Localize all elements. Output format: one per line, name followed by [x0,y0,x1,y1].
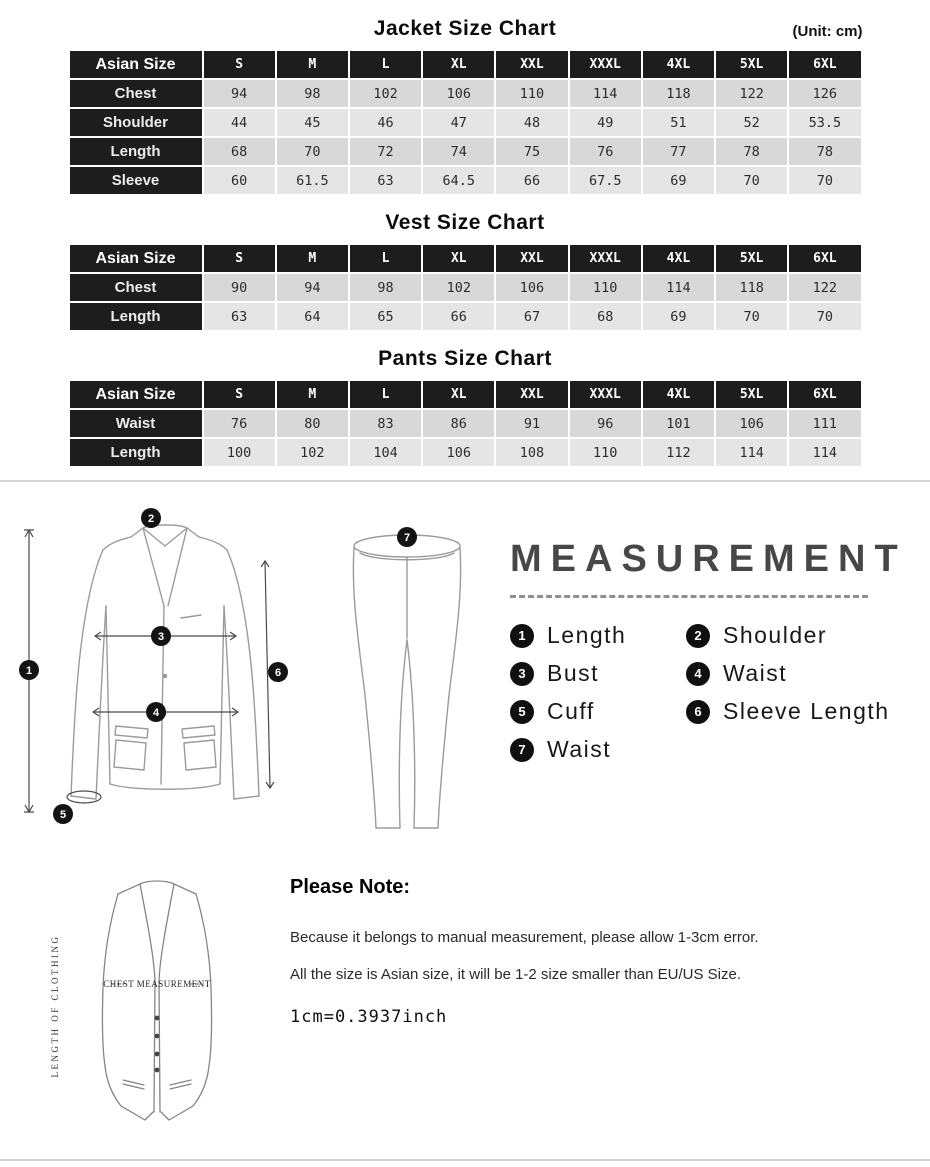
size-column-header: M [277,245,348,272]
legend-item-4 [686,660,907,687]
size-value-cell: 45 [277,109,348,136]
size-column-header: L [350,381,421,408]
size-chart-block-2 [0,344,930,468]
legend-number-badge: 4 [686,662,710,686]
size-value-cell: 78 [789,138,860,165]
legend-label: Waist [547,736,612,762]
jacket-measurement-diagram [15,506,300,828]
size-value-cell: 110 [570,439,641,466]
legend-label: Sleeve Length [723,698,890,724]
size-value-cell: 69 [643,167,714,194]
size-column-header: S [204,381,275,408]
size-value-cell: 65 [350,303,421,330]
marker-number: 2 [147,513,155,525]
size-value-cell: 72 [350,138,421,165]
measure-marker-4 [146,702,166,722]
legend-item-6 [686,698,907,725]
legend-number-badge: 7 [510,738,534,762]
size-value-cell: 70 [789,167,860,194]
legend-item-5 [510,698,686,725]
size-value-cell: 53.5 [789,109,860,136]
size-column-header: S [204,51,275,78]
size-value-cell: 52 [716,109,787,136]
legend-label: Cuff [547,698,595,724]
note-panel [290,866,759,1027]
size-value-cell: 122 [716,80,787,107]
size-column-header: XXXL [570,51,641,78]
size-column-header: 5XL [716,381,787,408]
measure-marker-6 [268,662,288,682]
size-value-cell: 106 [496,274,567,301]
size-value-cell: 114 [789,439,860,466]
row-label: Length [70,303,202,330]
unit-note: (Unit: cm) [792,23,863,40]
size-value-cell: 70 [789,303,860,330]
size-table-head-row [70,51,861,78]
size-column-header: 5XL [716,51,787,78]
size-value-cell: 102 [350,80,421,107]
size-value-cell: 51 [643,109,714,136]
unit-conversion: 1cm=0.3937inch [290,1007,448,1027]
section-divider [0,480,930,482]
size-value-cell: 49 [570,109,641,136]
size-value-cell: 102 [423,274,494,301]
size-table-head-row [70,245,861,272]
size-table [68,243,863,332]
size-value-cell: 106 [423,80,494,107]
measurement-panel [510,506,907,763]
size-value-cell: 108 [496,439,567,466]
asian-size-header: Asian Size [70,51,202,78]
asian-size-header: Asian Size [70,245,202,272]
size-data-row [70,274,861,301]
size-value-cell: 74 [423,138,494,165]
size-value-cell: 70 [716,303,787,330]
size-value-cell: 60 [204,167,275,194]
size-column-header: M [277,51,348,78]
size-value-cell: 101 [643,410,714,437]
marker-number: 5 [59,809,67,821]
size-column-header: XXXL [570,245,641,272]
size-column-header: S [204,245,275,272]
size-value-cell: 76 [204,410,275,437]
chart-title-row [68,208,863,238]
size-table [68,379,863,468]
size-value-cell: 46 [350,109,421,136]
bottom-divider [0,1159,930,1161]
size-value-cell: 64.5 [423,167,494,194]
measure-marker-2 [141,508,161,528]
measurement-section [0,506,930,840]
size-value-cell: 61.5 [277,167,348,194]
size-value-cell: 68 [570,303,641,330]
jacket-outline [71,525,259,799]
size-column-header: L [350,51,421,78]
size-value-cell: 118 [716,274,787,301]
size-value-cell: 114 [643,274,714,301]
size-value-cell: 106 [716,410,787,437]
marker-number: 4 [152,707,160,719]
size-column-header: 6XL [789,381,860,408]
size-column-header: XXL [496,51,567,78]
size-value-cell: 111 [789,410,860,437]
size-value-cell: 104 [350,439,421,466]
size-value-cell: 70 [716,167,787,194]
size-value-cell: 63 [204,303,275,330]
vest-measurement-diagram [28,866,278,1141]
size-value-cell: 126 [789,80,860,107]
size-column-header: XXL [496,245,567,272]
size-value-cell: 110 [496,80,567,107]
size-table [68,49,863,196]
chart-title-row [68,14,863,44]
legend-number-badge: 6 [686,700,710,724]
size-column-header: 5XL [716,245,787,272]
size-value-cell: 114 [716,439,787,466]
size-column-header: 4XL [643,381,714,408]
size-value-cell: 66 [423,303,494,330]
size-value-cell: 114 [570,80,641,107]
size-data-row [70,439,861,466]
size-data-row [70,138,861,165]
row-label: Sleeve [70,167,202,194]
size-value-cell: 94 [204,80,275,107]
size-column-header: XXL [496,381,567,408]
size-value-cell: 68 [204,138,275,165]
size-value-cell: 67 [496,303,567,330]
asian-size-header: Asian Size [70,381,202,408]
size-column-header: L [350,245,421,272]
row-label: Shoulder [70,109,202,136]
size-data-row [70,80,861,107]
size-value-cell: 48 [496,109,567,136]
chart-title: Pants Size Chart [378,347,552,370]
legend-number-badge: 3 [510,662,534,686]
marker-number: 6 [274,667,282,679]
size-chart-block-0 [0,14,930,196]
size-value-cell: 63 [350,167,421,194]
row-label: Chest [70,80,202,107]
legend-item-3 [510,660,686,687]
size-value-cell: 122 [789,274,860,301]
size-tables [0,0,930,468]
size-column-header: 4XL [643,51,714,78]
marker-number: 1 [25,665,33,677]
legend-label: Shoulder [723,622,828,648]
size-column-header: XXXL [570,381,641,408]
legend-label: Waist [723,660,788,686]
legend-label: Length [547,622,627,648]
size-value-cell: 112 [643,439,714,466]
size-value-cell: 106 [423,439,494,466]
size-value-cell: 78 [716,138,787,165]
marker-number: 3 [157,631,165,643]
size-value-cell: 118 [643,80,714,107]
size-value-cell: 70 [277,138,348,165]
size-column-header: XL [423,381,494,408]
measure-marker-7 [397,527,417,547]
chart-title: Vest Size Chart [385,211,545,234]
size-data-row [70,109,861,136]
size-value-cell: 91 [496,410,567,437]
legend-number-badge: 2 [686,624,710,648]
chart-title-row [68,344,863,374]
size-value-cell: 94 [277,274,348,301]
size-data-row [70,410,861,437]
size-value-cell: 64 [277,303,348,330]
pants-measurement-diagram [320,520,495,840]
size-value-cell: 102 [277,439,348,466]
note-title: Please Note: [290,876,411,898]
size-value-cell: 100 [204,439,275,466]
chart-title: Jacket Size Chart [373,17,557,40]
size-value-cell: 98 [277,80,348,107]
size-value-cell: 98 [350,274,421,301]
size-data-row [70,167,861,194]
legend-number-badge: 5 [510,700,534,724]
measure-marker-1 [19,660,39,680]
measurement-legend [510,622,907,763]
size-value-cell: 77 [643,138,714,165]
size-value-cell: 83 [350,410,421,437]
note-section [0,866,930,1141]
measure-marker-3 [151,626,171,646]
size-value-cell: 66 [496,167,567,194]
size-chart-block-1 [0,208,930,332]
row-label: Waist [70,410,202,437]
row-label: Length [70,439,202,466]
size-table-head-row [70,381,861,408]
size-value-cell: 96 [570,410,641,437]
size-value-cell: 47 [423,109,494,136]
size-column-header: 6XL [789,245,860,272]
size-column-header: XL [423,51,494,78]
row-label: Length [70,138,202,165]
size-value-cell: 86 [423,410,494,437]
measure-marker-5 [53,804,73,824]
size-column-header: 4XL [643,245,714,272]
dashed-divider [510,595,868,598]
vest-outline [102,881,211,1120]
size-column-header: XL [423,245,494,272]
size-value-cell: 90 [204,274,275,301]
size-value-cell: 75 [496,138,567,165]
size-data-row [70,303,861,330]
legend-label: Bust [547,660,600,686]
row-label: Chest [70,274,202,301]
legend-number-badge: 1 [510,624,534,648]
note-lines [290,929,759,983]
size-value-cell: 67.5 [570,167,641,194]
legend-item-7 [510,736,686,763]
size-column-header: 6XL [789,51,860,78]
marker-number: 7 [403,532,411,544]
legend-item-2 [686,622,907,649]
size-value-cell: 69 [643,303,714,330]
size-value-cell: 110 [570,274,641,301]
note-line: Because it belongs to manual measurement, please allow 1-3cm error. [290,929,759,946]
vest-length-label: LENGTH OF CLOTHING [50,934,60,1078]
size-value-cell: 76 [570,138,641,165]
vest-chest-label: CHEST MEASUREMENT [103,979,211,989]
size-value-cell: 80 [277,410,348,437]
size-value-cell: 44 [204,109,275,136]
note-line: All the size is Asian size, it will be 1-2 size smaller than EU/US Size. [290,966,742,983]
legend-item-1 [510,622,686,649]
pants-outline [353,535,460,828]
measurement-title: MEASUREMENT [510,538,907,580]
size-column-header: M [277,381,348,408]
jacket-measure-lines [24,530,274,812]
